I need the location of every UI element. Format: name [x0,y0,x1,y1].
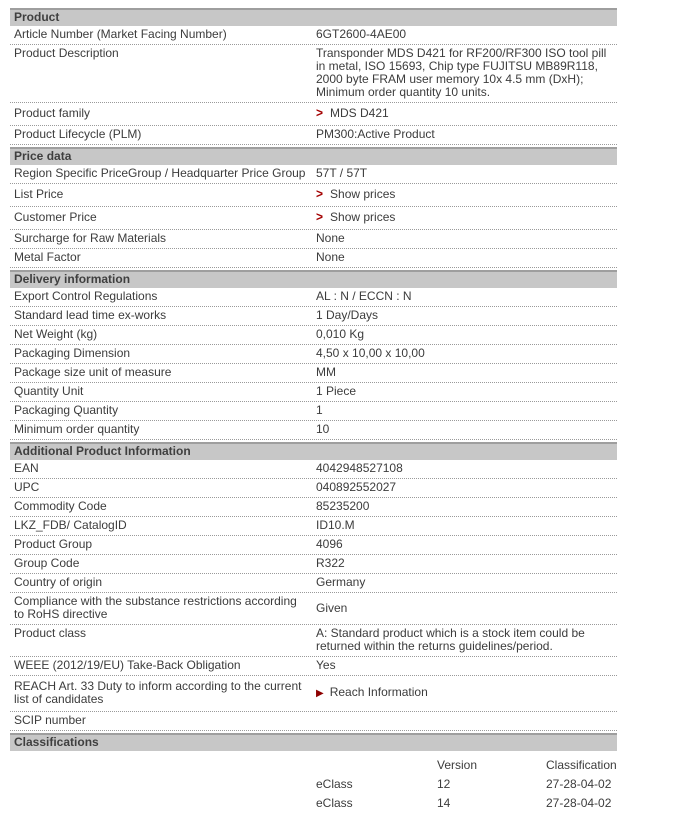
row-label: Product Description [14,46,119,60]
row-value: Given [316,600,348,615]
row-label: WEEE (2012/19/EU) Take-Back Obligation [14,658,241,672]
row-value: A: Standard product which is a stock item could be returned within the returns guidelines/period. [316,626,585,653]
classifications-header-blank [316,759,437,772]
classifications-header-classification: Classification [546,758,617,772]
classifications-header-row [10,756,617,775]
row-value: R322 [316,556,345,570]
table-row [10,536,617,555]
row-label: Group Code [14,556,80,570]
row-label: Metal Factor [14,250,81,264]
classifications-header-version: Version [437,758,478,772]
section-header-delivery-information: Delivery information [10,270,617,288]
row-value: 10 [316,422,330,436]
table-row [10,402,617,421]
table-row [10,657,617,676]
row-label: REACH Art. 33 Duty to inform according to the current list of candidates [14,679,302,706]
row-value: AL : N / ECCN : N [316,289,412,303]
table-row [10,593,617,625]
chevron-right-icon: > [316,186,324,202]
show-prices-link[interactable]: Show prices [330,210,396,224]
table-row [10,230,617,249]
row-label: Country of origin [14,575,103,589]
table-row [10,383,617,402]
table-row [10,345,617,364]
table-row [10,126,617,145]
row-value: 040892552027 [316,480,397,494]
row-label: Product class [14,626,87,640]
table-row [10,207,617,230]
row-label: LKZ_FDB/ CatalogID [14,518,127,532]
row-label: List Price [14,187,64,201]
row-label: Net Weight (kg) [14,327,98,341]
table-row [10,460,617,479]
chevron-right-icon: > [316,209,324,225]
row-value: 1 [316,403,323,417]
table-row [10,249,617,268]
row-label: Commodity Code [14,499,107,513]
table-row [10,712,617,731]
product-detail-table [10,8,617,813]
row-value: ID10.M [316,518,355,532]
row-value: 1 Day/Days [316,308,379,322]
table-row [10,364,617,383]
row-label: Packaging Dimension [14,346,131,360]
row-value: 6GT2600-4AE00 [316,27,407,41]
row-value: PM300:Active Product [316,127,435,141]
row-label: Product Group [14,537,93,551]
mds-d421-link[interactable]: MDS D421 [330,106,389,120]
table-row [10,574,617,593]
show-prices-link[interactable]: Show prices [330,187,396,201]
classification-code: 27-28-04-02 [546,777,612,791]
table-row [10,326,617,345]
row-label: Packaging Quantity [14,403,119,417]
table-row [10,288,617,307]
triangle-right-icon: ▶ [316,688,324,699]
table-row [10,479,617,498]
row-value: 57T / 57T [316,166,368,180]
row-label: Surcharge for Raw Materials [14,231,167,245]
row-label: Customer Price [14,210,97,224]
classification-version: 14 [437,796,451,810]
table-row [10,184,617,207]
table-row [10,676,617,712]
row-value [310,107,617,120]
row-value: Germany [316,575,366,589]
table-row [10,555,617,574]
row-label: Product family [14,106,91,120]
row-label: Minimum order quantity [14,422,140,436]
classifications-table [10,756,617,813]
classification-row [10,794,617,813]
row-value: 1 Piece [316,384,357,398]
table-row [10,45,617,103]
row-value: 85235200 [316,499,370,513]
row-label: Standard lead time ex-works [14,308,167,322]
table-row [10,625,617,657]
row-label: SCIP number [14,713,86,727]
row-value: 0,010 Kg [316,327,365,341]
table-row [10,421,617,440]
table-row [10,498,617,517]
classification-code: 27-28-04-02 [546,796,612,810]
classification-version: 12 [437,777,451,791]
row-label: EAN [14,461,39,475]
table-row [10,103,617,126]
table-row [10,26,617,45]
table-row [10,165,617,184]
row-value: 4096 [316,537,343,551]
row-label: Export Control Regulations [14,289,158,303]
row-value: Yes [316,658,336,672]
section-header-additional-product-information: Additional Product Information [10,442,617,460]
row-label: Package size unit of measure [14,365,172,379]
row-value [310,211,617,224]
chevron-right-icon: > [316,105,324,121]
section-header-classifications: Classifications [10,733,617,751]
row-label: Compliance with the substance restrictions according to RoHS directive [14,594,297,621]
classification-row [10,775,617,794]
table-row [10,517,617,536]
row-value: Transponder MDS D421 for RF200/RF300 ISO tool pill in metal, ISO 15693, Chip type FUJITSU MB89R118, 2000 byte FRAM user memory 10x 4.5 mm (DxH); Minimum order quantity 10 units. [316,46,607,99]
table-row [10,307,617,326]
row-value: 4042948527108 [316,461,403,475]
classification-system: eClass [316,777,353,791]
row-value: 4,50 x 10,00 x 10,00 [316,346,425,360]
row-label: Article Number (Market Facing Number) [14,27,227,41]
reach-information-link[interactable]: Reach Information [329,685,428,699]
section-header-product: Product [10,8,617,26]
row-value: MM [316,365,336,379]
row-value: None [316,250,345,264]
section-header-price-data: Price data [10,147,617,165]
classification-system: eClass [316,796,353,810]
row-label: UPC [14,480,40,494]
row-label: Quantity Unit [14,384,84,398]
row-value [310,686,617,700]
row-value [310,188,617,201]
row-label: Product Lifecycle (PLM) [14,127,142,141]
row-value: None [316,231,345,245]
row-label: Region Specific PriceGroup / Headquarter Price Group [14,166,306,180]
